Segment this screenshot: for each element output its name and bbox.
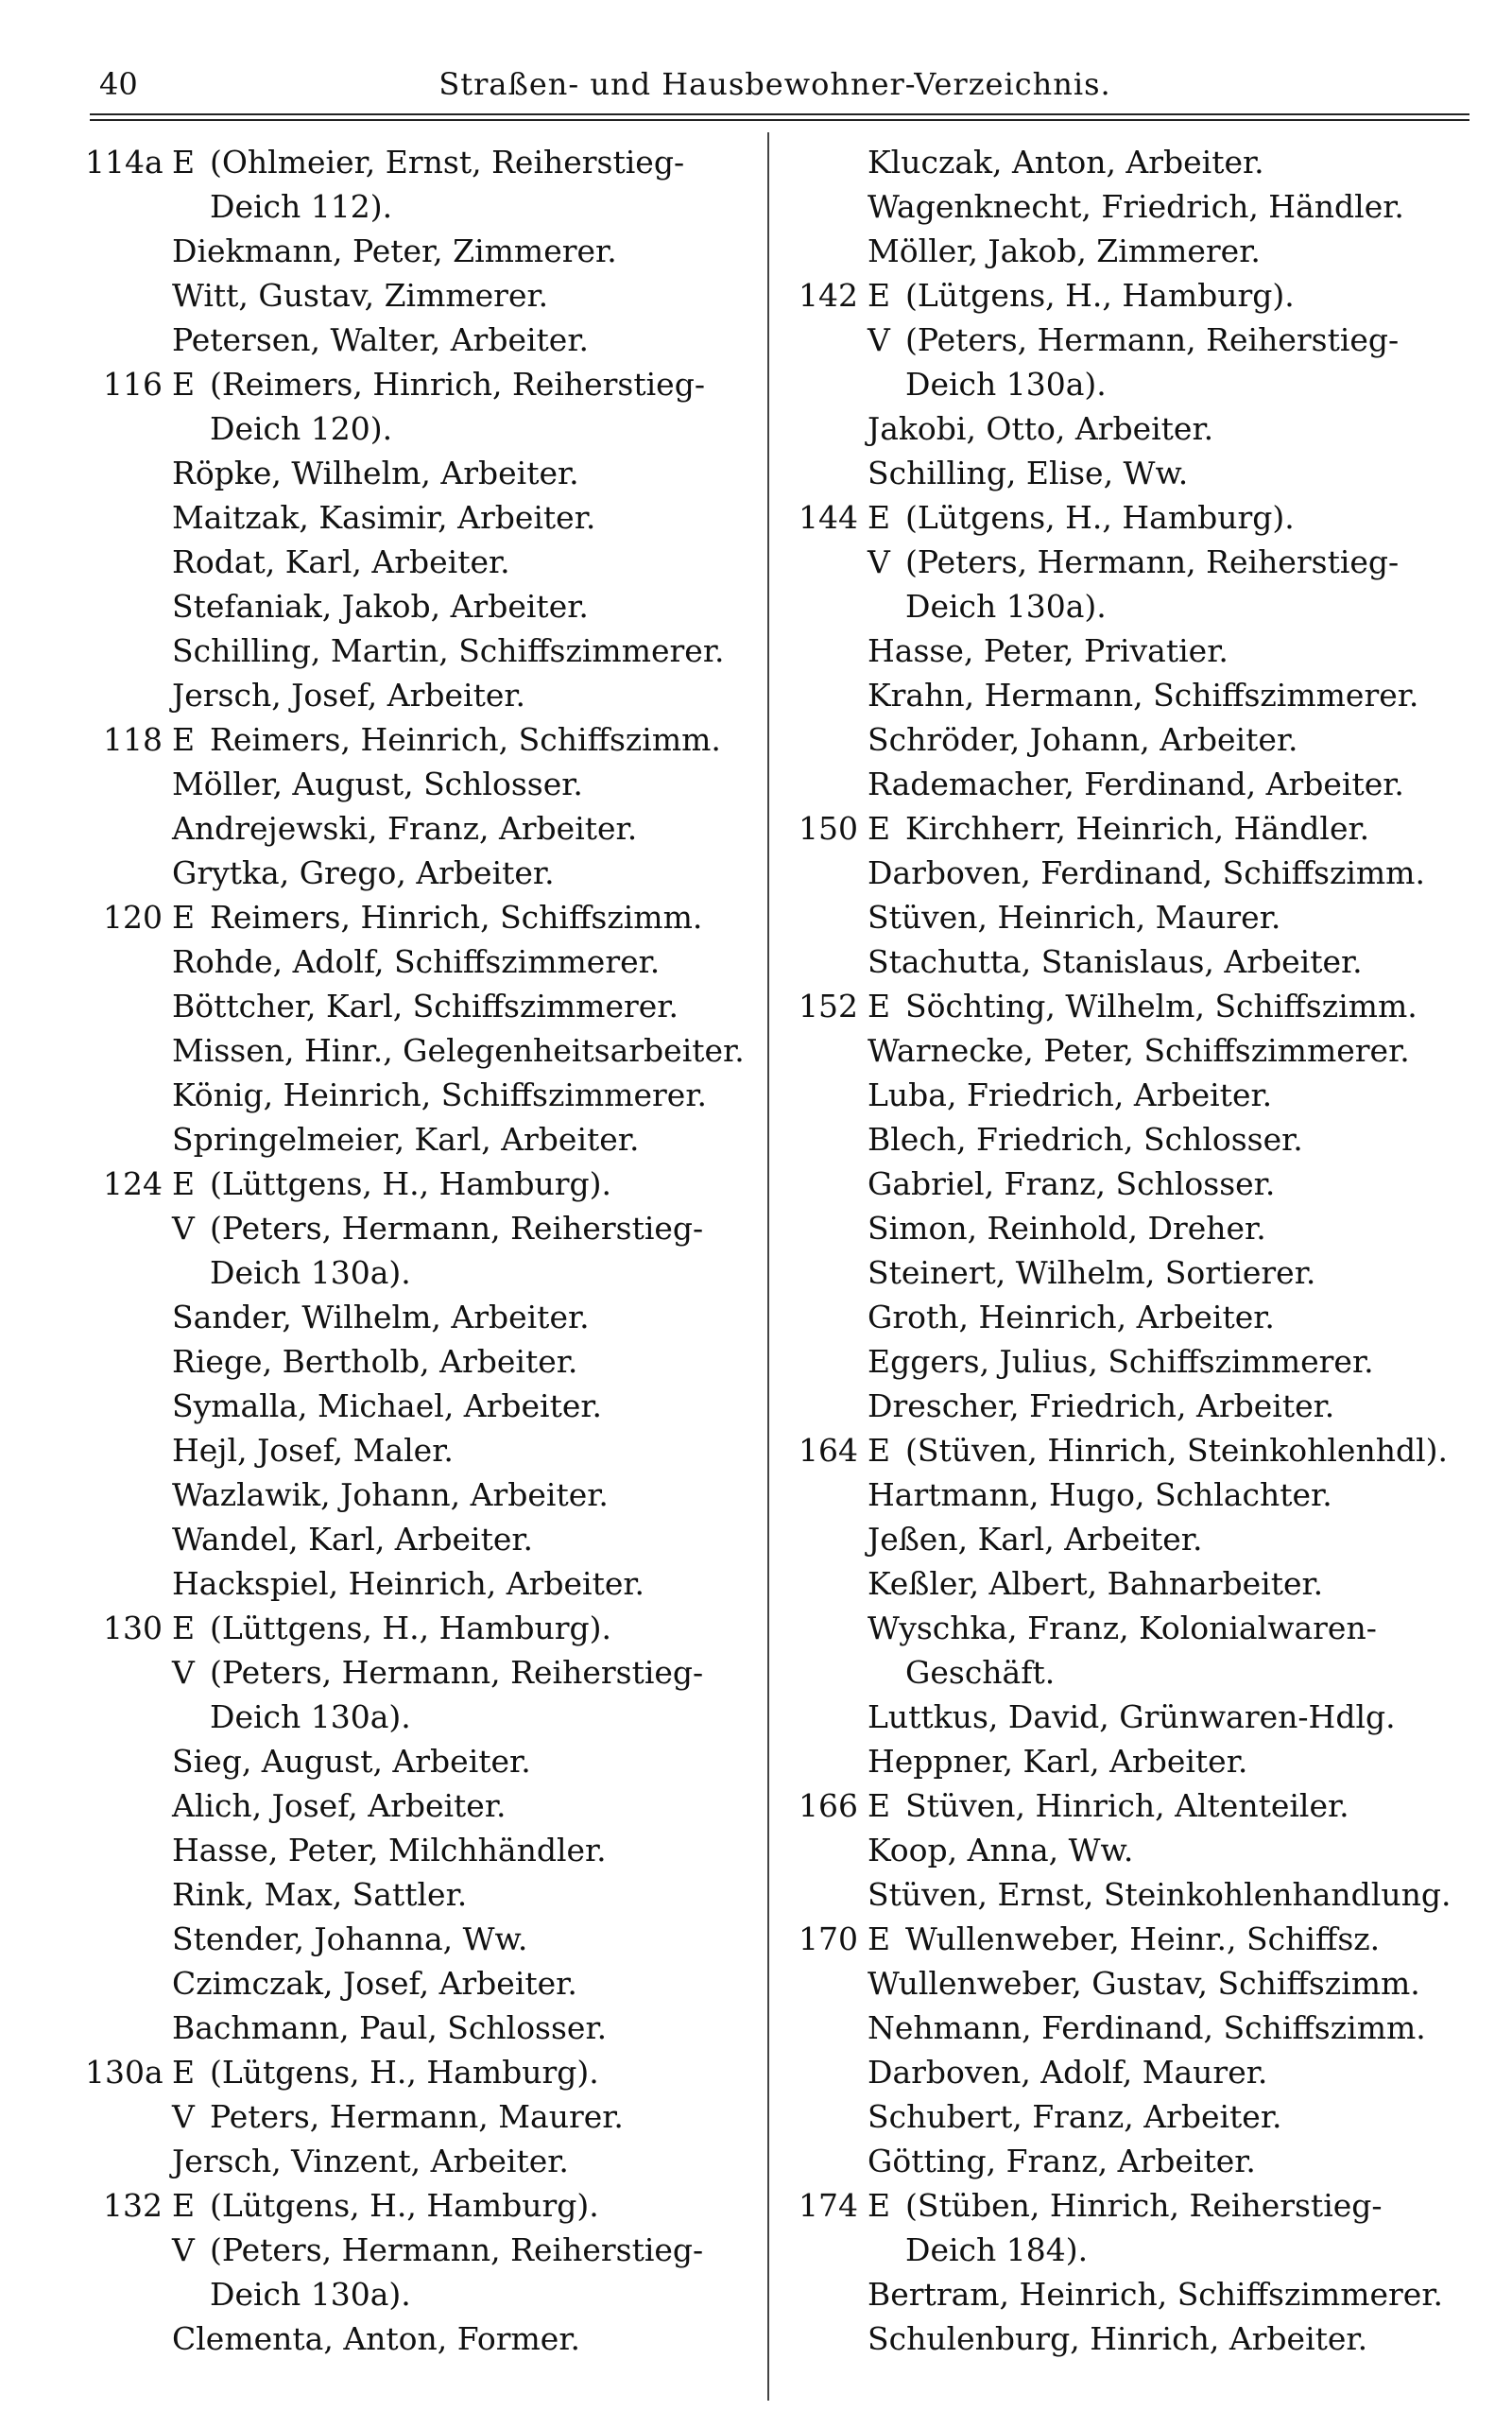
entry-text: Wyschka, Franz, Kolonialwaren- (868, 1610, 1377, 1646)
entry-text: Kirchherr, Heinrich, Händler. (905, 810, 1370, 847)
entry-text: Stüven, Heinrich, Maurer. (868, 899, 1281, 936)
resident-line (782, 1872, 1482, 1917)
entry-text: Bachmann, Paul, Schlosser. (172, 2009, 608, 2046)
entry-text: (Peters, Hermann, Reiherstieg- (210, 1210, 704, 1247)
entry-text: Deich 184). (905, 2231, 1089, 2268)
entry-text: Kluczak, Anton, Arbeiter. (868, 144, 1264, 181)
header-rule-bottom (90, 119, 1469, 121)
entry-text: Wullenweber, Heinr., Schiffsz. (905, 1920, 1381, 1957)
entry-text: Stüven, Ernst, Steinkohlenhandlung. (868, 1876, 1452, 1913)
resident-line (85, 1117, 761, 1162)
resident-line (85, 1561, 761, 1606)
resident-line (85, 1028, 761, 1073)
left-column (85, 140, 761, 2361)
role-marker: V (172, 1654, 195, 1691)
resident-line (782, 184, 1482, 229)
house-number: 118 (103, 721, 163, 758)
resident-line (782, 2094, 1482, 2139)
resident-line (85, 2094, 761, 2139)
entry-text: Möller, August, Schlosser. (172, 766, 583, 802)
resident-line (782, 2139, 1482, 2183)
entry-text: Krahn, Hermann, Schiffszimmerer. (868, 677, 1419, 714)
resident-line (85, 451, 761, 495)
entry-text: Darboven, Ferdinand, Schiffszimm. (868, 854, 1425, 891)
resident-line (85, 1783, 761, 1828)
resident-line (782, 406, 1482, 451)
role-marker: E (172, 721, 196, 758)
resident-line (85, 1695, 761, 1739)
entry-text: Sieg, August, Arbeiter. (172, 1743, 531, 1780)
entry-text: (Peters, Hermann, Reiherstieg- (210, 2231, 704, 2268)
house-entry (782, 2183, 1482, 2228)
entry-text: Warnecke, Peter, Schiffszimmerer. (868, 1032, 1410, 1069)
entry-text: Jersch, Vinzent, Arbeiter. (172, 2143, 569, 2179)
house-number: 170 (799, 1920, 858, 1957)
entry-text: Keßler, Albert, Bahnarbeiter. (868, 1565, 1324, 1602)
resident-line (782, 1961, 1482, 2006)
resident-line (782, 2050, 1482, 2094)
resident-line (782, 1162, 1482, 1206)
role-marker: E (868, 988, 891, 1025)
page-number: 40 (99, 66, 138, 102)
house-number: 130 (103, 1610, 163, 1646)
resident-line (782, 762, 1482, 806)
entry-text: Wazlawik, Johann, Arbeiter. (172, 1476, 609, 1513)
resident-line (85, 2139, 761, 2183)
house-entry (782, 273, 1482, 318)
entry-text: Darboven, Adolf, Maurer. (868, 2054, 1268, 2091)
house-entry (782, 495, 1482, 540)
resident-line (782, 895, 1482, 939)
entry-text: Sander, Wilhelm, Arbeiter. (172, 1299, 590, 1335)
resident-line (85, 229, 761, 273)
entry-text: Hasse, Peter, Privatier. (868, 632, 1228, 669)
role-marker: V (172, 2098, 195, 2135)
resident-line (85, 806, 761, 851)
entry-text: Andrejewski, Franz, Arbeiter. (172, 810, 638, 847)
house-entry (85, 1606, 761, 1650)
entry-text: Hejl, Josef, Maler. (172, 1432, 454, 1469)
column-divider (767, 132, 769, 2401)
resident-line (85, 1339, 761, 1384)
entry-text: Reimers, Heinrich, Schiffszimm. (210, 721, 721, 758)
resident-line (782, 1384, 1482, 1428)
house-number: 114a (85, 144, 163, 181)
entry-text: Schubert, Franz, Arbeiter. (868, 2098, 1282, 2135)
entry-text: Luba, Friedrich, Arbeiter. (868, 1076, 1273, 1113)
entry-text: Riege, Bertholb, Arbeiter. (172, 1343, 578, 1380)
entry-text: Diekmann, Peter, Zimmerer. (172, 232, 617, 269)
house-number: 150 (799, 810, 858, 847)
resident-line (85, 2228, 761, 2272)
house-number: 164 (799, 1432, 858, 1469)
page-header (90, 66, 1460, 113)
entry-text: Wandel, Karl, Arbeiter. (172, 1521, 534, 1558)
role-marker: V (172, 1210, 195, 1247)
entry-text: Hackspiel, Heinrich, Arbeiter. (172, 1565, 645, 1602)
resident-line (85, 1739, 761, 1783)
entry-text: (Peters, Hermann, Reiherstieg- (905, 543, 1400, 580)
resident-line (782, 1028, 1482, 1073)
entry-text: Söchting, Wilhelm, Schiffszimm. (905, 988, 1418, 1025)
resident-line (85, 1295, 761, 1339)
entry-text: (Peters, Hermann, Reiherstieg- (905, 321, 1400, 358)
entry-text: (Lütgens, H., Hamburg). (905, 277, 1295, 314)
house-entry (782, 1917, 1482, 1961)
resident-line (85, 2272, 761, 2316)
entry-text: Rademacher, Ferdinand, Arbeiter. (868, 766, 1404, 802)
entry-text: Schilling, Elise, Ww. (868, 455, 1189, 491)
resident-line (782, 1650, 1482, 1695)
resident-line (782, 229, 1482, 273)
entry-text: Rohde, Adolf, Schiffszimmerer. (172, 943, 661, 980)
entry-text: Stefaniak, Jakob, Arbeiter. (172, 588, 589, 625)
resident-line (85, 1650, 761, 1695)
entry-text: Clementa, Anton, Former. (172, 2320, 580, 2357)
house-entry (85, 140, 761, 184)
role-marker: E (868, 499, 891, 536)
house-entry (85, 895, 761, 939)
resident-line (782, 717, 1482, 762)
entry-text: Luttkus, David, Grünwaren-Hdlg. (868, 1698, 1396, 1735)
resident-line (85, 1073, 761, 1117)
entry-text: Stachutta, Stanislaus, Arbeiter. (868, 943, 1363, 980)
role-marker: E (172, 2054, 196, 2091)
entry-text: Gabriel, Franz, Schlosser. (868, 1165, 1276, 1202)
entry-text: Springelmeier, Karl, Arbeiter. (172, 1121, 640, 1158)
entry-text: (Lüttgens, H., Hamburg). (210, 1165, 612, 1202)
role-marker: V (868, 321, 890, 358)
role-marker: E (172, 144, 196, 181)
resident-line (85, 1428, 761, 1472)
role-marker: E (172, 899, 196, 936)
entry-text: (Lütgens, H., Hamburg). (905, 499, 1295, 536)
entry-text: (Stüben, Hinrich, Reiherstieg- (905, 2187, 1383, 2224)
role-marker: E (868, 277, 891, 314)
house-entry (782, 1783, 1482, 1828)
role-marker: E (868, 1432, 891, 1469)
entry-text: (Lütgens, H., Hamburg). (210, 2054, 599, 2091)
resident-line (85, 1517, 761, 1561)
resident-line (85, 273, 761, 318)
resident-line (782, 1828, 1482, 1872)
resident-line (782, 1295, 1482, 1339)
resident-line (782, 540, 1482, 584)
resident-line (782, 1517, 1482, 1561)
resident-line (782, 2272, 1482, 2316)
entry-text: Deich 130a). (210, 1254, 411, 1291)
entry-text: Stüven, Hinrich, Altenteiler. (905, 1787, 1349, 1824)
entry-text: Deich 130a). (210, 2276, 411, 2313)
role-marker: E (172, 2187, 196, 2224)
resident-line (85, 540, 761, 584)
entry-text: Simon, Reinhold, Dreher. (868, 1210, 1266, 1247)
entry-text: Deich 112). (210, 188, 393, 225)
resident-line (85, 1250, 761, 1295)
resident-line (85, 584, 761, 629)
entry-text: Petersen, Walter, Arbeiter. (172, 321, 589, 358)
entry-text: Czimczak, Josef, Arbeiter. (172, 1965, 577, 2002)
resident-line (782, 1472, 1482, 1517)
entry-text: (Ohlmeier, Ernst, Reiherstieg- (210, 144, 685, 181)
house-entry (85, 1162, 761, 1206)
entry-text: Wullenweber, Gustav, Schiffszimm. (868, 1965, 1420, 2002)
resident-line (85, 1472, 761, 1517)
house-number: 174 (799, 2187, 858, 2224)
entry-text: Jersch, Josef, Arbeiter. (172, 677, 526, 714)
resident-line (782, 1561, 1482, 1606)
entry-text: Eggers, Julius, Schiffszimmerer. (868, 1343, 1374, 1380)
resident-line (782, 2006, 1482, 2050)
house-entry (85, 362, 761, 406)
resident-line (85, 495, 761, 540)
resident-line (782, 851, 1482, 895)
resident-line (782, 629, 1482, 673)
role-marker: E (172, 366, 196, 403)
house-number: 166 (799, 1787, 858, 1824)
resident-line (782, 1739, 1482, 1783)
resident-line (782, 1250, 1482, 1295)
entry-text: Hasse, Peter, Milchhändler. (172, 1832, 607, 1868)
resident-line (782, 939, 1482, 984)
resident-line (85, 2316, 761, 2361)
entry-text: Böttcher, Karl, Schiffszimmerer. (172, 988, 679, 1025)
resident-line (85, 318, 761, 362)
entry-text: Alich, Josef, Arbeiter. (172, 1787, 507, 1824)
role-marker: E (868, 1920, 891, 1957)
house-entry (85, 2183, 761, 2228)
entry-text: Stender, Johanna, Ww. (172, 1920, 528, 1957)
entry-text: Deich 130a). (905, 366, 1107, 403)
resident-line (782, 2228, 1482, 2272)
entry-text: Missen, Hinr., Gelegenheitsarbeiter. (172, 1032, 745, 1069)
entry-text: Peters, Hermann, Maurer. (210, 2098, 624, 2135)
entry-text: Drescher, Friedrich, Arbeiter. (868, 1387, 1335, 1424)
resident-line (85, 1961, 761, 2006)
resident-line (782, 1206, 1482, 1250)
resident-line (85, 629, 761, 673)
resident-line (782, 451, 1482, 495)
resident-line (85, 1828, 761, 1872)
resident-line (85, 2006, 761, 2050)
house-number: 144 (799, 499, 858, 536)
entry-text: (Lüttgens, H., Hamburg). (210, 1610, 612, 1646)
entry-text: Bertram, Heinrich, Schiffszimmerer. (868, 2276, 1443, 2313)
resident-line (85, 939, 761, 984)
house-entry (85, 2050, 761, 2094)
resident-line (85, 1206, 761, 1250)
entry-text: Reimers, Hinrich, Schiffszimm. (210, 899, 703, 936)
resident-line (782, 362, 1482, 406)
resident-line (782, 673, 1482, 717)
resident-line (85, 1872, 761, 1917)
resident-line (782, 318, 1482, 362)
entry-text: Steinert, Wilhelm, Sortierer. (868, 1254, 1316, 1291)
resident-line (85, 673, 761, 717)
entry-text: (Peters, Hermann, Reiherstieg- (210, 1654, 704, 1691)
resident-line (85, 184, 761, 229)
entry-text: Möller, Jakob, Zimmerer. (868, 232, 1261, 269)
entry-text: Blech, Friedrich, Schlosser. (868, 1121, 1303, 1158)
house-number: 124 (103, 1165, 163, 1202)
house-number: 152 (799, 988, 858, 1025)
entry-text: (Stüven, Hinrich, Steinkohlenhdl). (905, 1432, 1448, 1469)
resident-line (782, 1073, 1482, 1117)
resident-line (85, 406, 761, 451)
resident-line (782, 1339, 1482, 1384)
role-marker: E (868, 2187, 891, 2224)
resident-line (782, 140, 1482, 184)
entry-text: Grytka, Grego, Arbeiter. (172, 854, 555, 891)
role-marker: E (868, 810, 891, 847)
house-number: 132 (103, 2187, 163, 2224)
resident-line (85, 851, 761, 895)
entry-text: Rodat, Karl, Arbeiter. (172, 543, 510, 580)
resident-line (782, 1606, 1482, 1650)
entry-text: Witt, Gustav, Zimmerer. (172, 277, 549, 314)
entry-text: Deich 130a). (210, 1698, 411, 1735)
resident-line (85, 1917, 761, 1961)
house-number: 116 (103, 366, 163, 403)
entry-text: Nehmann, Ferdinand, Schiffszimm. (868, 2009, 1426, 2046)
entry-text: Hartmann, Hugo, Schlachter. (868, 1476, 1332, 1513)
entry-text: Heppner, Karl, Arbeiter. (868, 1743, 1248, 1780)
resident-line (85, 762, 761, 806)
resident-line (85, 984, 761, 1028)
house-number: 120 (103, 899, 163, 936)
entry-text: Koop, Anna, Ww. (868, 1832, 1134, 1868)
role-marker: E (172, 1610, 196, 1646)
entry-text: Groth, Heinrich, Arbeiter. (868, 1299, 1275, 1335)
entry-text: König, Heinrich, Schiffszimmerer. (172, 1076, 707, 1113)
entry-text: Symalla, Michael, Arbeiter. (172, 1387, 603, 1424)
entry-text: Maitzak, Kasimir, Arbeiter. (172, 499, 596, 536)
resident-line (782, 1117, 1482, 1162)
house-entry (782, 1428, 1482, 1472)
right-column (782, 140, 1482, 2361)
entry-text: Schulenburg, Hinrich, Arbeiter. (868, 2320, 1368, 2357)
house-entry (85, 717, 761, 762)
role-marker: E (868, 1787, 891, 1824)
house-number: 130a (85, 2054, 163, 2091)
entry-text: Götting, Franz, Arbeiter. (868, 2143, 1256, 2179)
entry-text: Wagenknecht, Friedrich, Händler. (868, 188, 1404, 225)
house-entry (782, 806, 1482, 851)
entry-text: Jakobi, Otto, Arbeiter. (868, 410, 1214, 447)
entry-text: Schröder, Johann, Arbeiter. (868, 721, 1298, 758)
role-marker: V (868, 543, 890, 580)
entry-text: Jeßen, Karl, Arbeiter. (868, 1521, 1203, 1558)
entry-text: (Reimers, Hinrich, Reiherstieg- (210, 366, 705, 403)
header-rule-top (90, 113, 1469, 115)
running-title: Straßen- und Hausbewohner-Verzeichnis. (438, 66, 1111, 102)
entry-text: Geschäft. (905, 1654, 1056, 1691)
entry-text: Deich 130a). (905, 588, 1107, 625)
entry-text: Rink, Max, Sattler. (172, 1876, 468, 1913)
house-entry (782, 984, 1482, 1028)
role-marker: V (172, 2231, 195, 2268)
entry-text: Röpke, Wilhelm, Arbeiter. (172, 455, 579, 491)
resident-line (85, 1384, 761, 1428)
role-marker: E (172, 1165, 196, 1202)
resident-line (782, 1695, 1482, 1739)
resident-line (782, 2316, 1482, 2361)
entry-text: (Lütgens, H., Hamburg). (210, 2187, 599, 2224)
resident-line (782, 584, 1482, 629)
entry-text: Schilling, Martin, Schiffszimmerer. (172, 632, 725, 669)
entry-text: Deich 120). (210, 410, 393, 447)
house-number: 142 (799, 277, 858, 314)
